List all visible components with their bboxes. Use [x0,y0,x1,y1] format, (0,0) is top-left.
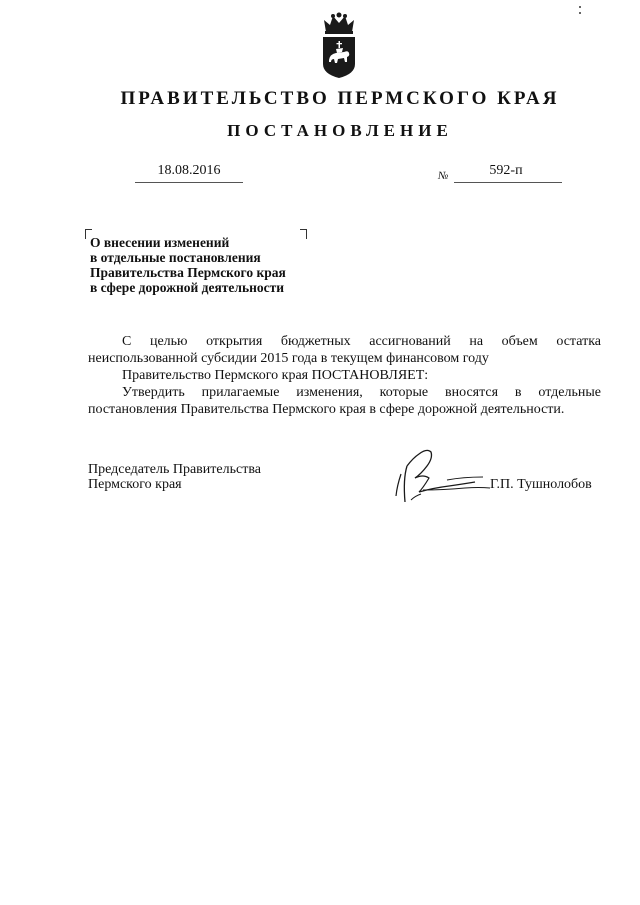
document-number: 592-п [489,163,523,178]
coat-of-arms-icon [318,12,360,82]
signatory-position [88,462,261,492]
handwritten-signature [393,444,493,506]
document-date: 18.08.2016 [135,163,243,183]
subject-line: Правительства Пермского края [90,265,286,280]
subject-line: в сфере дорожной деятельности [90,280,285,295]
page-marker [578,4,582,18]
document-subject [90,235,330,295]
position-line: Председатель Правительства [88,462,261,477]
body-paragraph-purpose: С целью открытия бюджетных ассигнований на объем остатка неиспользованной субсидии 2015 года в текущем финансовом году [88,334,601,366]
document-number-field [454,163,562,183]
position-line: Пермского края [88,477,182,492]
signer-name: Г.П. Тушнолобов [490,477,592,492]
document-type-title: ПОСТАНОВЛЕНИЕ [227,121,453,140]
subject-line: О внесении изменений [90,235,230,250]
document-body [88,333,601,418]
subject-line: в отдельные постановления [90,250,261,265]
body-paragraph-approval: Утвердить прилагаемые изменения, которые вносятся в отдельные постановления Правительства Пермского края в сфере дорожной деятельности. [88,385,601,417]
organization-title: ПРАВИТЕЛЬСТВО ПЕРМСКОГО КРАЯ [120,88,560,109]
body-paragraph-resolution: Правительство Пермского края ПОСТАНОВЛЯЕТ: [122,368,429,383]
number-prefix: № [438,170,449,182]
